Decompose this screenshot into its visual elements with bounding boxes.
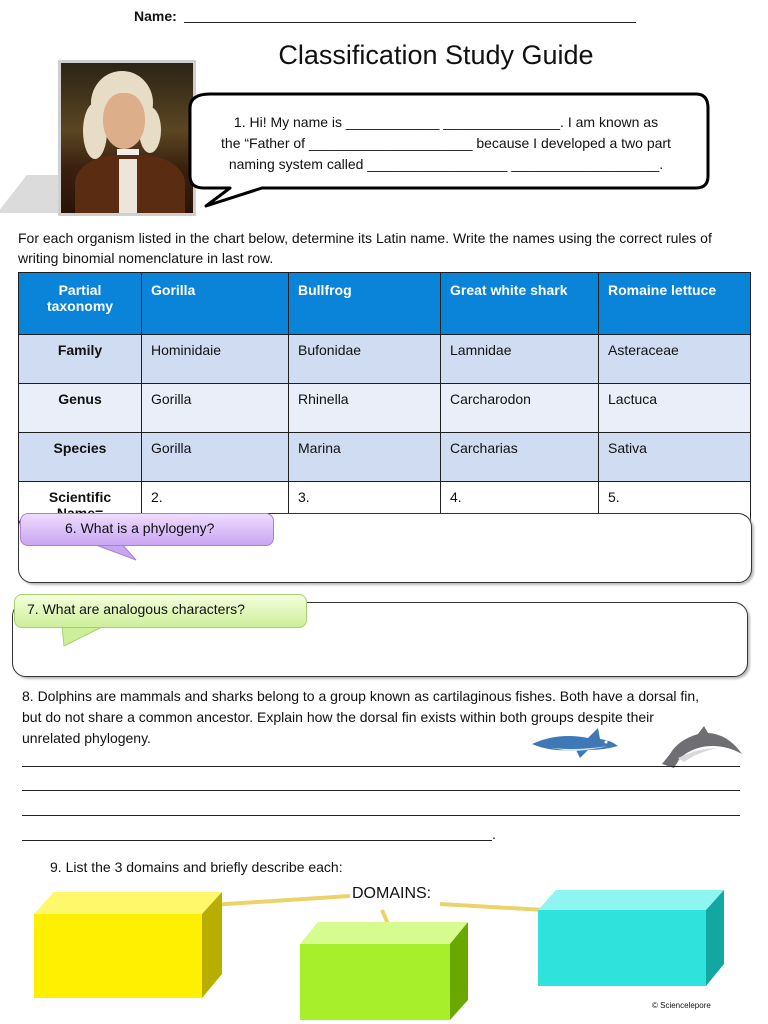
question-9: 9. List the 3 domains and briefly describe each:: [50, 859, 343, 875]
dolphin-icon: [658, 724, 744, 770]
page-title: Classification Study Guide: [278, 40, 594, 70]
header-organism: Romaine lettuce: [599, 273, 751, 335]
answer-line[interactable]: [22, 840, 492, 841]
answer-cell[interactable]: 3.: [289, 482, 441, 540]
table-cell: Marina: [289, 433, 441, 482]
table-header-row: [19, 273, 751, 335]
table-row-species: [19, 433, 751, 482]
answer-cell[interactable]: 2.: [142, 482, 289, 540]
domains-label: DOMAINS:: [352, 885, 432, 902]
domain-box-cyan: [538, 890, 724, 986]
answer-cell[interactable]: 4.: [441, 482, 599, 540]
answer-line[interactable]: [22, 766, 740, 767]
table-cell: Sativa: [599, 433, 751, 482]
question-1-line-2: the “Father of _____________________ because I developed a two part: [221, 135, 671, 151]
answer-cell[interactable]: 5.: [599, 482, 751, 540]
question-1-line-3: naming system called __________________ ___________________.: [228, 156, 664, 172]
table-cell: Hominidaie: [142, 335, 289, 384]
table-cell: Carcharias: [441, 433, 599, 482]
table-cell: Rhinella: [289, 384, 441, 433]
table-cell: Asteraceae: [599, 335, 751, 384]
question-6-callout: 6. What is a phylogeny?: [20, 513, 274, 546]
answer-line[interactable]: [22, 815, 740, 816]
header-partial-taxonomy: Partial taxonomy: [19, 273, 142, 335]
table-cell: Lamnidae: [441, 335, 599, 384]
table-cell: Carcharodon: [441, 384, 599, 433]
header-organism: Bullfrog: [289, 273, 441, 335]
connector-line: [440, 904, 544, 910]
name-input-line[interactable]: [184, 22, 636, 23]
header-organism: Gorilla: [142, 273, 289, 335]
answer-end-mark: .: [492, 826, 496, 842]
row-label: Family: [19, 335, 142, 384]
header-organism: Great white shark: [441, 273, 599, 335]
question-8: 8. Dolphins are mammals and sharks belong to a group known as cartilaginous fishes. Both have a dorsal fin, but do not share a common ancestor. Explain how the dorsal fin exists within both groups despite their unrelated phylogeny.: [22, 688, 700, 746]
table-cell: Bufonidae: [289, 335, 441, 384]
domain-box-green: [300, 922, 468, 1020]
answer-line[interactable]: [22, 790, 740, 791]
taxonomy-table: [18, 272, 751, 540]
table-row-genus: [19, 384, 751, 433]
question-1-line-1: 1. Hi! My name is ____________ _______________. I am known as: [233, 114, 659, 130]
question-7-callout: 7. What are analogous characters?: [14, 594, 307, 628]
table-cell: Gorilla: [142, 433, 289, 482]
row-label: Scientific: [19, 482, 142, 540]
row-label: Species: [19, 433, 142, 482]
table-cell: Gorilla: [142, 384, 289, 433]
table-cell: Lactuca: [599, 384, 751, 433]
row-label: Genus: [19, 384, 142, 433]
name-label: Name:: [134, 8, 177, 24]
table-row-family: [19, 335, 751, 384]
question-1: [196, 112, 696, 175]
domain-box-yellow: [34, 892, 222, 998]
copyright-text: © Sciencelepore: [652, 1001, 711, 1010]
shark-icon: [528, 726, 622, 760]
instructions: For each organism listed in the chart below, determine its Latin name. Write the names using the correct rules of writing binomial nomenclature in last row.: [18, 230, 712, 266]
